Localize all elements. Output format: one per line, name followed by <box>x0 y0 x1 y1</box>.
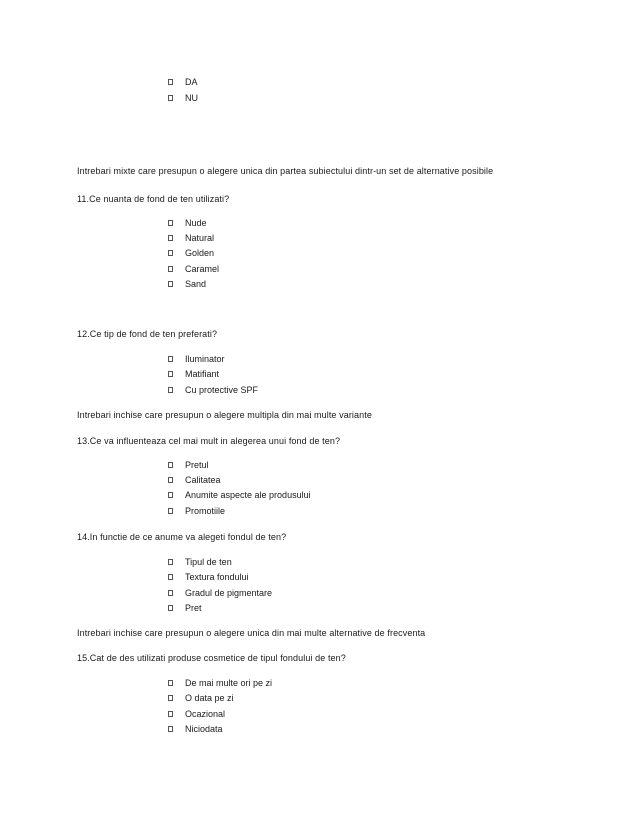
section-heading: Intrebari inchise care presupun o alegere unica din mai multe alternative de frecventa <box>77 628 426 638</box>
option-label: Promotiile <box>185 506 226 516</box>
checkbox-option[interactable] <box>168 506 225 516</box>
option-label: Niciodata <box>185 724 223 734</box>
checkbox-option[interactable] <box>168 557 232 567</box>
checkbox-option[interactable] <box>168 369 219 379</box>
checkbox-icon[interactable] <box>168 559 173 565</box>
option-label: DA <box>185 77 198 87</box>
checkbox-option[interactable] <box>168 460 209 470</box>
checkbox-icon[interactable] <box>168 95 173 101</box>
checkbox-option[interactable] <box>168 233 214 243</box>
checkbox-icon[interactable] <box>168 605 173 611</box>
option-label: Golden <box>185 248 215 258</box>
checkbox-icon[interactable] <box>168 387 173 393</box>
option-label: NU <box>185 93 198 103</box>
checkbox-icon[interactable] <box>168 79 173 85</box>
checkbox-icon[interactable] <box>168 477 173 483</box>
option-label: Caramel <box>185 264 220 274</box>
option-label: Textura fondului <box>185 572 249 582</box>
checkbox-option[interactable] <box>168 693 234 703</box>
checkbox-icon[interactable] <box>168 356 173 362</box>
checkbox-icon[interactable] <box>168 281 173 287</box>
checkbox-option[interactable] <box>168 354 225 364</box>
option-label: Nude <box>185 218 207 228</box>
checkbox-icon[interactable] <box>168 220 173 226</box>
checkbox-icon[interactable] <box>168 462 173 468</box>
checkbox-icon[interactable] <box>168 726 173 732</box>
checkbox-option[interactable] <box>168 218 207 228</box>
option-label: Gradul de pigmentare <box>185 588 273 598</box>
checkbox-option[interactable] <box>168 77 198 87</box>
option-label: Anumite aspecte ale produsului <box>185 490 311 500</box>
checkbox-icon[interactable] <box>168 371 173 377</box>
question-text: 14.In functie de ce anume va alegeti fondul de ten? <box>77 532 287 542</box>
checkbox-icon[interactable] <box>168 695 173 701</box>
checkbox-icon[interactable] <box>168 235 173 241</box>
checkbox-option[interactable] <box>168 709 225 719</box>
checkbox-option[interactable] <box>168 93 198 103</box>
option-label: Pret <box>185 603 202 613</box>
checkbox-option[interactable] <box>168 603 202 613</box>
checkbox-option[interactable] <box>168 385 258 395</box>
checkbox-icon[interactable] <box>168 508 173 514</box>
option-label: Natural <box>185 233 215 243</box>
checkbox-option[interactable] <box>168 572 249 582</box>
checkbox-option[interactable] <box>168 724 223 734</box>
checkbox-option[interactable] <box>168 588 272 598</box>
checkbox-option[interactable] <box>168 264 219 274</box>
checkbox-icon[interactable] <box>168 574 173 580</box>
option-label: Pretul <box>185 460 209 470</box>
section-heading: Intrebari mixte care presupun o alegere unica din partea subiectului dintr-un set de alternative posibile <box>77 166 494 176</box>
checkbox-icon[interactable] <box>168 492 173 498</box>
option-label: Calitatea <box>185 475 221 485</box>
checkbox-option[interactable] <box>168 248 214 258</box>
checkbox-icon[interactable] <box>168 680 173 686</box>
question-text: 12.Ce tip de fond de ten preferati? <box>77 329 218 339</box>
option-label: Cu protective SPF <box>185 385 259 395</box>
option-label: O data pe zi <box>185 693 234 703</box>
question-text: 11.Ce nuanta de fond de ten utilizati? <box>77 194 230 204</box>
section-heading: Intrebari inchise care presupun o alegere multipla din mai multe variante <box>77 410 372 420</box>
checkbox-icon[interactable] <box>168 711 173 717</box>
question-text: 13.Ce va influenteaza cel mai mult in alegerea unui fond de ten? <box>77 436 341 446</box>
option-label: Matifiant <box>185 369 220 379</box>
checkbox-option[interactable] <box>168 475 221 485</box>
checkbox-icon[interactable] <box>168 250 173 256</box>
checkbox-icon[interactable] <box>168 266 173 272</box>
option-label: Sand <box>185 279 207 289</box>
checkbox-option[interactable] <box>168 490 311 500</box>
checkbox-option[interactable] <box>168 678 272 688</box>
checkbox-option[interactable] <box>168 279 206 289</box>
checkbox-icon[interactable] <box>168 590 173 596</box>
option-label: Iluminator <box>185 354 225 364</box>
question-text: 15.Cat de des utilizati produse cosmetice de tipul fondului de ten? <box>77 653 346 663</box>
option-label: De mai multe ori pe zi <box>185 678 273 688</box>
option-label: Ocazional <box>185 709 226 719</box>
option-label: Tipul de ten <box>185 557 232 567</box>
